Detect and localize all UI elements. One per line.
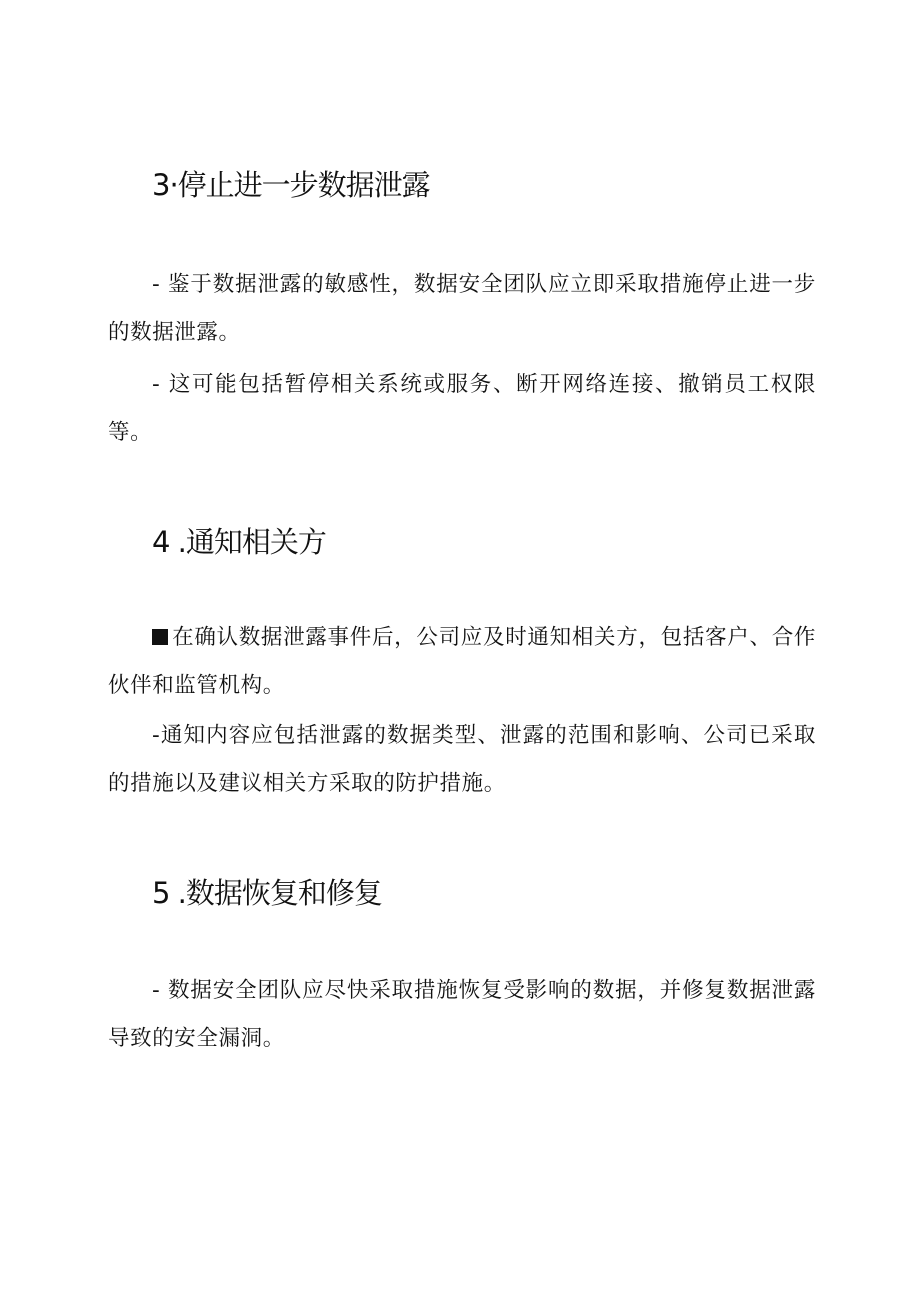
paragraph-recovery: - 数据安全团队应尽快采取措施恢复受影响的数据，并修复数据泄露导致的安全漏洞。 <box>108 978 816 1051</box>
paragraph-notify-content: -通知内容应包括泄露的数据类型、泄露的范围和影响、公司已采取的措施以及建议相关方采取的防护措施。 <box>108 723 816 796</box>
paragraph-stop-leak-examples: - 这可能包括暂停相关系统或服务、断开网络连接、撤销员工权限等。 <box>108 372 816 445</box>
section-heading-notify: 4 .通知相关方 <box>152 525 326 559</box>
paragraph-stop-leak-measures: - 鉴于数据泄露的敏感性，数据安全团队应立即采取措施停止进一步的数据泄露。 <box>108 272 816 345</box>
square-bullet-icon <box>152 629 168 645</box>
paragraph-notify-parties <box>108 614 816 710</box>
section-heading-stop-leak: 3·停止进一步数据泄露 <box>152 168 430 202</box>
paragraph-notify-parties-text: 在确认数据泄露事件后，公司应及时通知相关方，包括客户、合作伙伴和监管机构。 <box>108 625 816 698</box>
section-heading-recovery: 5 .数据恢复和修复 <box>152 876 382 910</box>
